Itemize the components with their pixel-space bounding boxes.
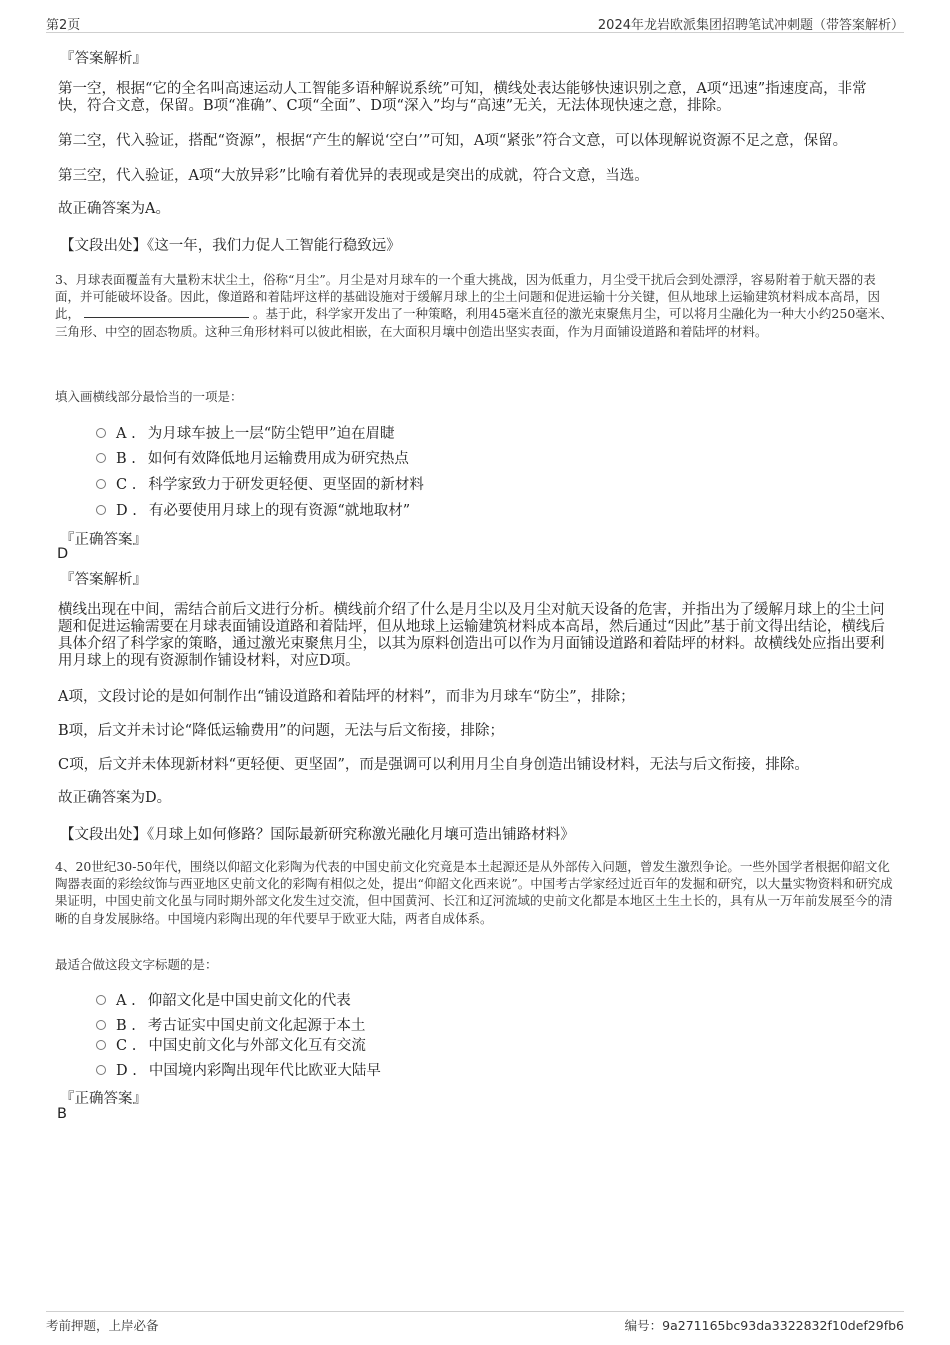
analysis-paragraph: 第三空，代入验证，A项“大放异彩”比喻有着优异的表现或是突出的成就，符合文意，当选。 [58,168,649,184]
answer-conclusion: 故正确答案为D。 [58,790,172,806]
option-text: 为月球车披上一层“防尘铠甲”迫在眉睫 [147,426,395,442]
analysis-paragraph: C项，后文并未体现新材料“更轻便、更坚固”，而是强调可以利用月尘自身创造出铺设材料，无法与后文衔接，排除。 [58,757,809,773]
option-a[interactable] [96,989,351,1010]
question-stem [55,271,895,340]
option-text: 中国境内彩陶出现年代比欧亚大陆早 [148,1063,381,1079]
question-prompt: 填入画横线部分最恰当的一项是： [55,389,243,404]
radio-icon[interactable] [96,1020,106,1030]
correct-answer: D [57,546,69,562]
source-citation: 【文段出处】《这一年，我们力促人工智能行稳致远》 [60,238,401,254]
option-letter: C . [116,1038,137,1054]
radio-icon[interactable] [96,453,106,463]
radio-icon[interactable] [96,1040,106,1050]
correct-answer-label: 『正确答案』 [60,1091,147,1107]
option-d[interactable] [96,499,410,520]
option-letter: D . [116,1063,137,1079]
analysis-label: 『答案解析』 [60,51,147,67]
option-d[interactable] [96,1059,381,1080]
option-text: 如何有效降低地月运输费用成为研究热点 [147,451,409,467]
question-stem-text: 3、月球表面覆盖有大量粉末状尘土，俗称“月尘”。月尘是对月球车的一个重大挑战，因为低重力，月尘受干扰后会到处漂浮，容易附着于航天器的表面，并可能破坏设备。因此，像道路和着陆坪这样的基础设施对于缓解月球上的尘土问题和促进运输十分关键，但从地球上运输建筑材料成本高昂，因此， [55,272,881,322]
option-letter: D . [116,503,137,519]
question-stem-text: 。基于此，科学家开发出了一种策略，利用45毫米直径的激光束聚焦月尘，可以将月尘融化为一种大小约250毫米、三角形、中空的固态物质。这种三角形材料可以彼此相嵌，在大面积月壤中创造出坚实表面，作为月面铺设道路和着陆坪的材料。 [55,306,893,339]
analysis-paragraph: 横线出现在中间，需结合前后文进行分析。横线前介绍了什么是月尘以及月尘对航天设备的危害，并指出为了缓解月球上的尘土问题和促进运输需要在月球表面铺设道路和着陆坪，但从地球上运输建筑材料成本高昂，然后通过“因此”基于前文得出结论，横线后具体介绍了科学家的策略，通过激光束聚焦月尘，以其为原料创造出可以作为月面铺设道路和着陆坪的材料。故横线处应指出要利用月球上的现有资源制作铺设材料，对应D项。 [58,602,885,669]
option-text: 有必要使用月球上的现有资源“就地取材” [148,503,411,519]
radio-icon[interactable] [96,479,106,489]
option-text: 仰韶文化是中国史前文化的代表 [147,993,351,1009]
radio-icon[interactable] [96,995,106,1005]
document-title: 2024年龙岩欧派集团招聘笔试冲刺题（带答案解析） [597,18,904,33]
option-b[interactable] [96,447,409,468]
analysis-paragraph: 第二空，代入验证，搭配“资源”，根据“产生的解说‘空白’”可知，A项“紧张”符合文意，可以体现解说资源不足之意，保留。 [58,133,848,149]
analysis-paragraph: A项，文段讨论的是如何制作出“铺设道路和着陆坪的材料”，而非为月球车“防尘”，排除； [58,689,635,705]
fill-blank-line [84,305,249,318]
correct-answer: B [57,1106,67,1122]
page-footer [46,1311,904,1334]
option-text: 考古证实中国史前文化起源于本土 [147,1018,366,1034]
correct-answer-label: 『正确答案』 [60,532,147,548]
option-text: 中国史前文化与外部文化互有交流 [148,1038,366,1054]
document-code: 编号：9a271165bc93da3322832f10def29fb6 [624,1318,904,1333]
footer-slogan: 考前押题，上岸必备 [46,1318,159,1333]
question-stem: 4、20世纪30-50年代，围绕以仰韶文化彩陶为代表的中国史前文化究竟是本土起源还是从外部传入问题，曾发生激烈争论。一些外国学者根据仰韶文化陶器表面的彩绘纹饰与西亚地区史前文化的彩陶有相似之处，提出“仰韶文化西来说”。中国考古学家经过近百年的发掘和研究，以大量实物资料和研究成果证明，中国史前文化虽与同时期外部文化发生过交流，但中国黄河、长江和辽河流域的史前文化都是本地区土生土长的，具有从一万年前发展至今的清晰的自身发展脉络。中国境内彩陶出现的年代要早于欧亚大陆，两者自成体系。 [55,859,893,926]
option-text: 科学家致力于研发更轻便、更坚固的新材料 [148,477,424,493]
answer-conclusion: 故正确答案为A。 [58,201,170,217]
question-prompt: 最适合做这段文字标题的是： [55,957,218,972]
option-letter: C . [116,477,137,493]
option-letter: A . [116,426,136,442]
source-citation: 【文段出处】《月球上如何修路？国际最新研究称激光融化月壤可造出铺路材料》 [60,827,575,843]
option-letter: B . [116,1018,136,1034]
page-header [46,12,904,33]
option-letter: B . [116,451,136,467]
analysis-paragraph: B项，后文并未讨论“降低运输费用”的问题，无法与后文衔接，排除； [58,723,504,739]
option-b[interactable] [96,1014,365,1035]
radio-icon[interactable] [96,428,106,438]
analysis-paragraph: 第一空，根据“它的全名叫高速运动人工智能多语种解说系统”可知，横线处表达能够快速识别之意，A项“迅速”指速度高，非常快，符合文意，保留。B项“准确”、C项“全面”、D项“深入”均与“高速”无关，无法体现快速之意，排除。 [58,81,867,114]
analysis-label: 『答案解析』 [60,572,147,588]
radio-icon[interactable] [96,1065,106,1075]
radio-icon[interactable] [96,505,106,515]
option-c[interactable] [96,1034,366,1055]
option-letter: A . [116,993,136,1009]
option-c[interactable] [96,473,424,494]
page-number: 第2页 [46,18,81,33]
option-a[interactable] [96,422,395,443]
